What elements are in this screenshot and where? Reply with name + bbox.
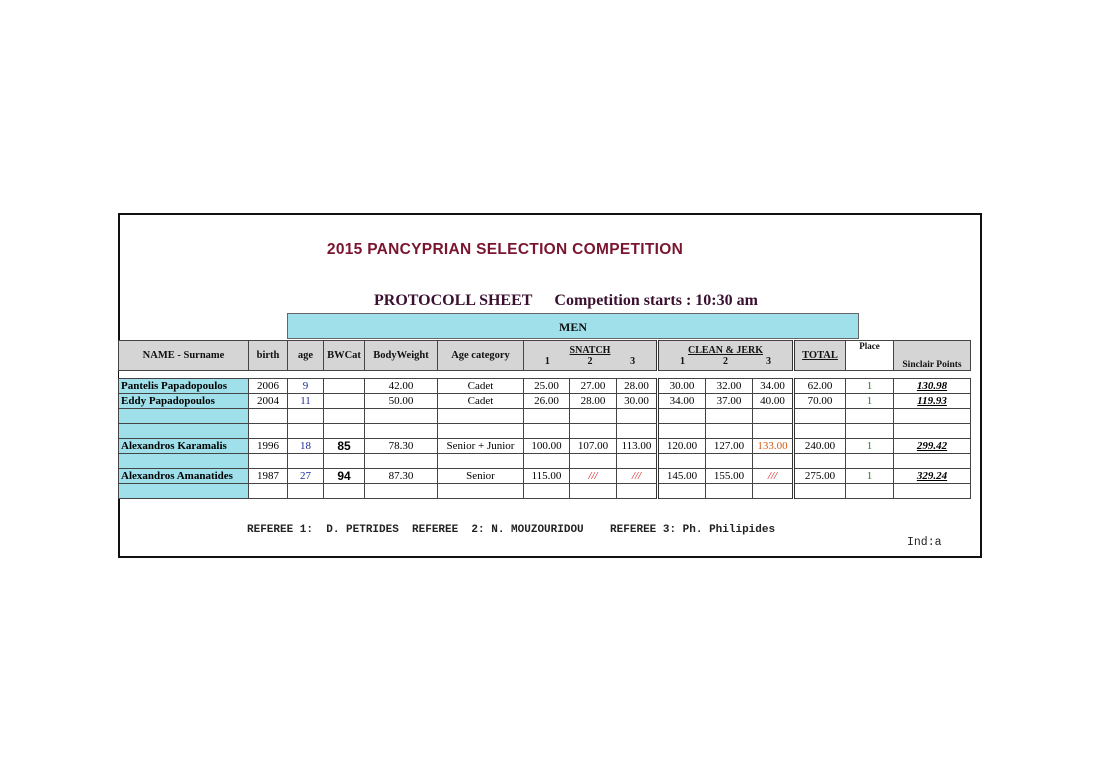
bodyweight-cell: 78.30 <box>365 439 438 454</box>
col-birth: birth <box>249 341 288 371</box>
col-total: TOTAL <box>794 341 846 371</box>
sinclair-cell: 119.93 <box>894 394 971 409</box>
agecat-cell: Senior <box>438 469 524 484</box>
col-sinclair: Sinclair Points <box>894 341 971 371</box>
sinclair-cell: 299.42 <box>894 439 971 454</box>
cj-2: 37.00 <box>706 394 753 409</box>
col-bwcat: BWCat <box>324 341 365 371</box>
cj-3: 133.00 <box>753 439 794 454</box>
cj-2: 32.00 <box>706 379 753 394</box>
bodyweight-cell: 87.30 <box>365 469 438 484</box>
empty-row <box>119 454 971 469</box>
total-cell: 240.00 <box>794 439 846 454</box>
start-time: Competition starts : 10:30 am <box>554 292 758 309</box>
bwcat-cell: 94 <box>324 469 365 484</box>
results-table <box>118 340 971 499</box>
bodyweight-cell: 50.00 <box>365 394 438 409</box>
snatch-2: 28.00 <box>570 394 617 409</box>
snatch-3: 28.00 <box>617 379 658 394</box>
table-row <box>119 379 971 394</box>
table-row <box>119 469 971 484</box>
snatch-2: /// <box>570 469 617 484</box>
col-name: NAME - Surname <box>119 341 249 371</box>
protocol-line <box>374 292 776 310</box>
bodyweight-cell: 42.00 <box>365 379 438 394</box>
col-age: age <box>288 341 324 371</box>
snatch-1: 26.00 <box>524 394 570 409</box>
cj-2: 155.00 <box>706 469 753 484</box>
birth-cell: 2006 <box>249 379 288 394</box>
col-bodyweight: BodyWeight <box>365 341 438 371</box>
sinclair-cell: 130.98 <box>894 379 971 394</box>
header-row <box>119 341 971 371</box>
col-clean-jerk: CLEAN & JERK 1 2 3 <box>658 341 794 371</box>
bwcat-cell: 85 <box>324 439 365 454</box>
place-cell: 1 <box>846 379 894 394</box>
birth-cell: 2004 <box>249 394 288 409</box>
bwcat-cell <box>324 379 365 394</box>
snatch-2: 27.00 <box>570 379 617 394</box>
age-cell: 11 <box>288 394 324 409</box>
snatch-1: 100.00 <box>524 439 570 454</box>
cj-1: 34.00 <box>658 394 706 409</box>
col-agecat: Age category <box>438 341 524 371</box>
snatch-3: 113.00 <box>617 439 658 454</box>
total-cell: 62.00 <box>794 379 846 394</box>
col-snatch: SNATCH 1 2 3 <box>524 341 658 371</box>
protocol-label: PROTOCOLL SHEET <box>374 292 533 309</box>
agecat-cell: Cadet <box>438 379 524 394</box>
athlete-name: Alexandros Karamalis <box>119 439 249 454</box>
birth-cell: 1987 <box>249 469 288 484</box>
empty-row <box>119 424 971 439</box>
table-row <box>119 439 971 454</box>
birth-cell: 1996 <box>249 439 288 454</box>
sinclair-cell: 329.24 <box>894 469 971 484</box>
index-label: Ind:a <box>907 536 942 549</box>
cj-1: 120.00 <box>658 439 706 454</box>
cj-1: 145.00 <box>658 469 706 484</box>
age-cell: 18 <box>288 439 324 454</box>
cj-2: 127.00 <box>706 439 753 454</box>
snatch-2: 107.00 <box>570 439 617 454</box>
athlete-name: Alexandros Amanatides <box>119 469 249 484</box>
agecat-cell: Senior + Junior <box>438 439 524 454</box>
place-cell: 1 <box>846 439 894 454</box>
age-cell: 27 <box>288 469 324 484</box>
group-banner: MEN <box>287 313 859 339</box>
snatch-1: 25.00 <box>524 379 570 394</box>
table-row <box>119 394 971 409</box>
agecat-cell: Cadet <box>438 394 524 409</box>
snatch-1: 115.00 <box>524 469 570 484</box>
place-cell: 1 <box>846 469 894 484</box>
empty-row <box>119 409 971 424</box>
bwcat-cell <box>324 394 365 409</box>
cj-3: /// <box>753 469 794 484</box>
total-cell: 275.00 <box>794 469 846 484</box>
cj-1: 30.00 <box>658 379 706 394</box>
referees-line: REFEREE 1: D. PETRIDES REFEREE 2: N. MOUZOURIDOU REFEREE 3: Ph. Philipides <box>247 524 776 536</box>
cj-3: 34.00 <box>753 379 794 394</box>
col-place: Place <box>846 341 894 371</box>
competition-title: 2015 PANCYPRIAN SELECTION COMPETITION <box>326 241 684 258</box>
athlete-name: Pantelis Papadopoulos <box>119 379 249 394</box>
athlete-name: Eddy Papadopoulos <box>119 394 249 409</box>
empty-row <box>119 484 971 499</box>
place-cell: 1 <box>846 394 894 409</box>
age-cell: 9 <box>288 379 324 394</box>
total-cell: 70.00 <box>794 394 846 409</box>
snatch-3: 30.00 <box>617 394 658 409</box>
snatch-3: /// <box>617 469 658 484</box>
cj-3: 40.00 <box>753 394 794 409</box>
